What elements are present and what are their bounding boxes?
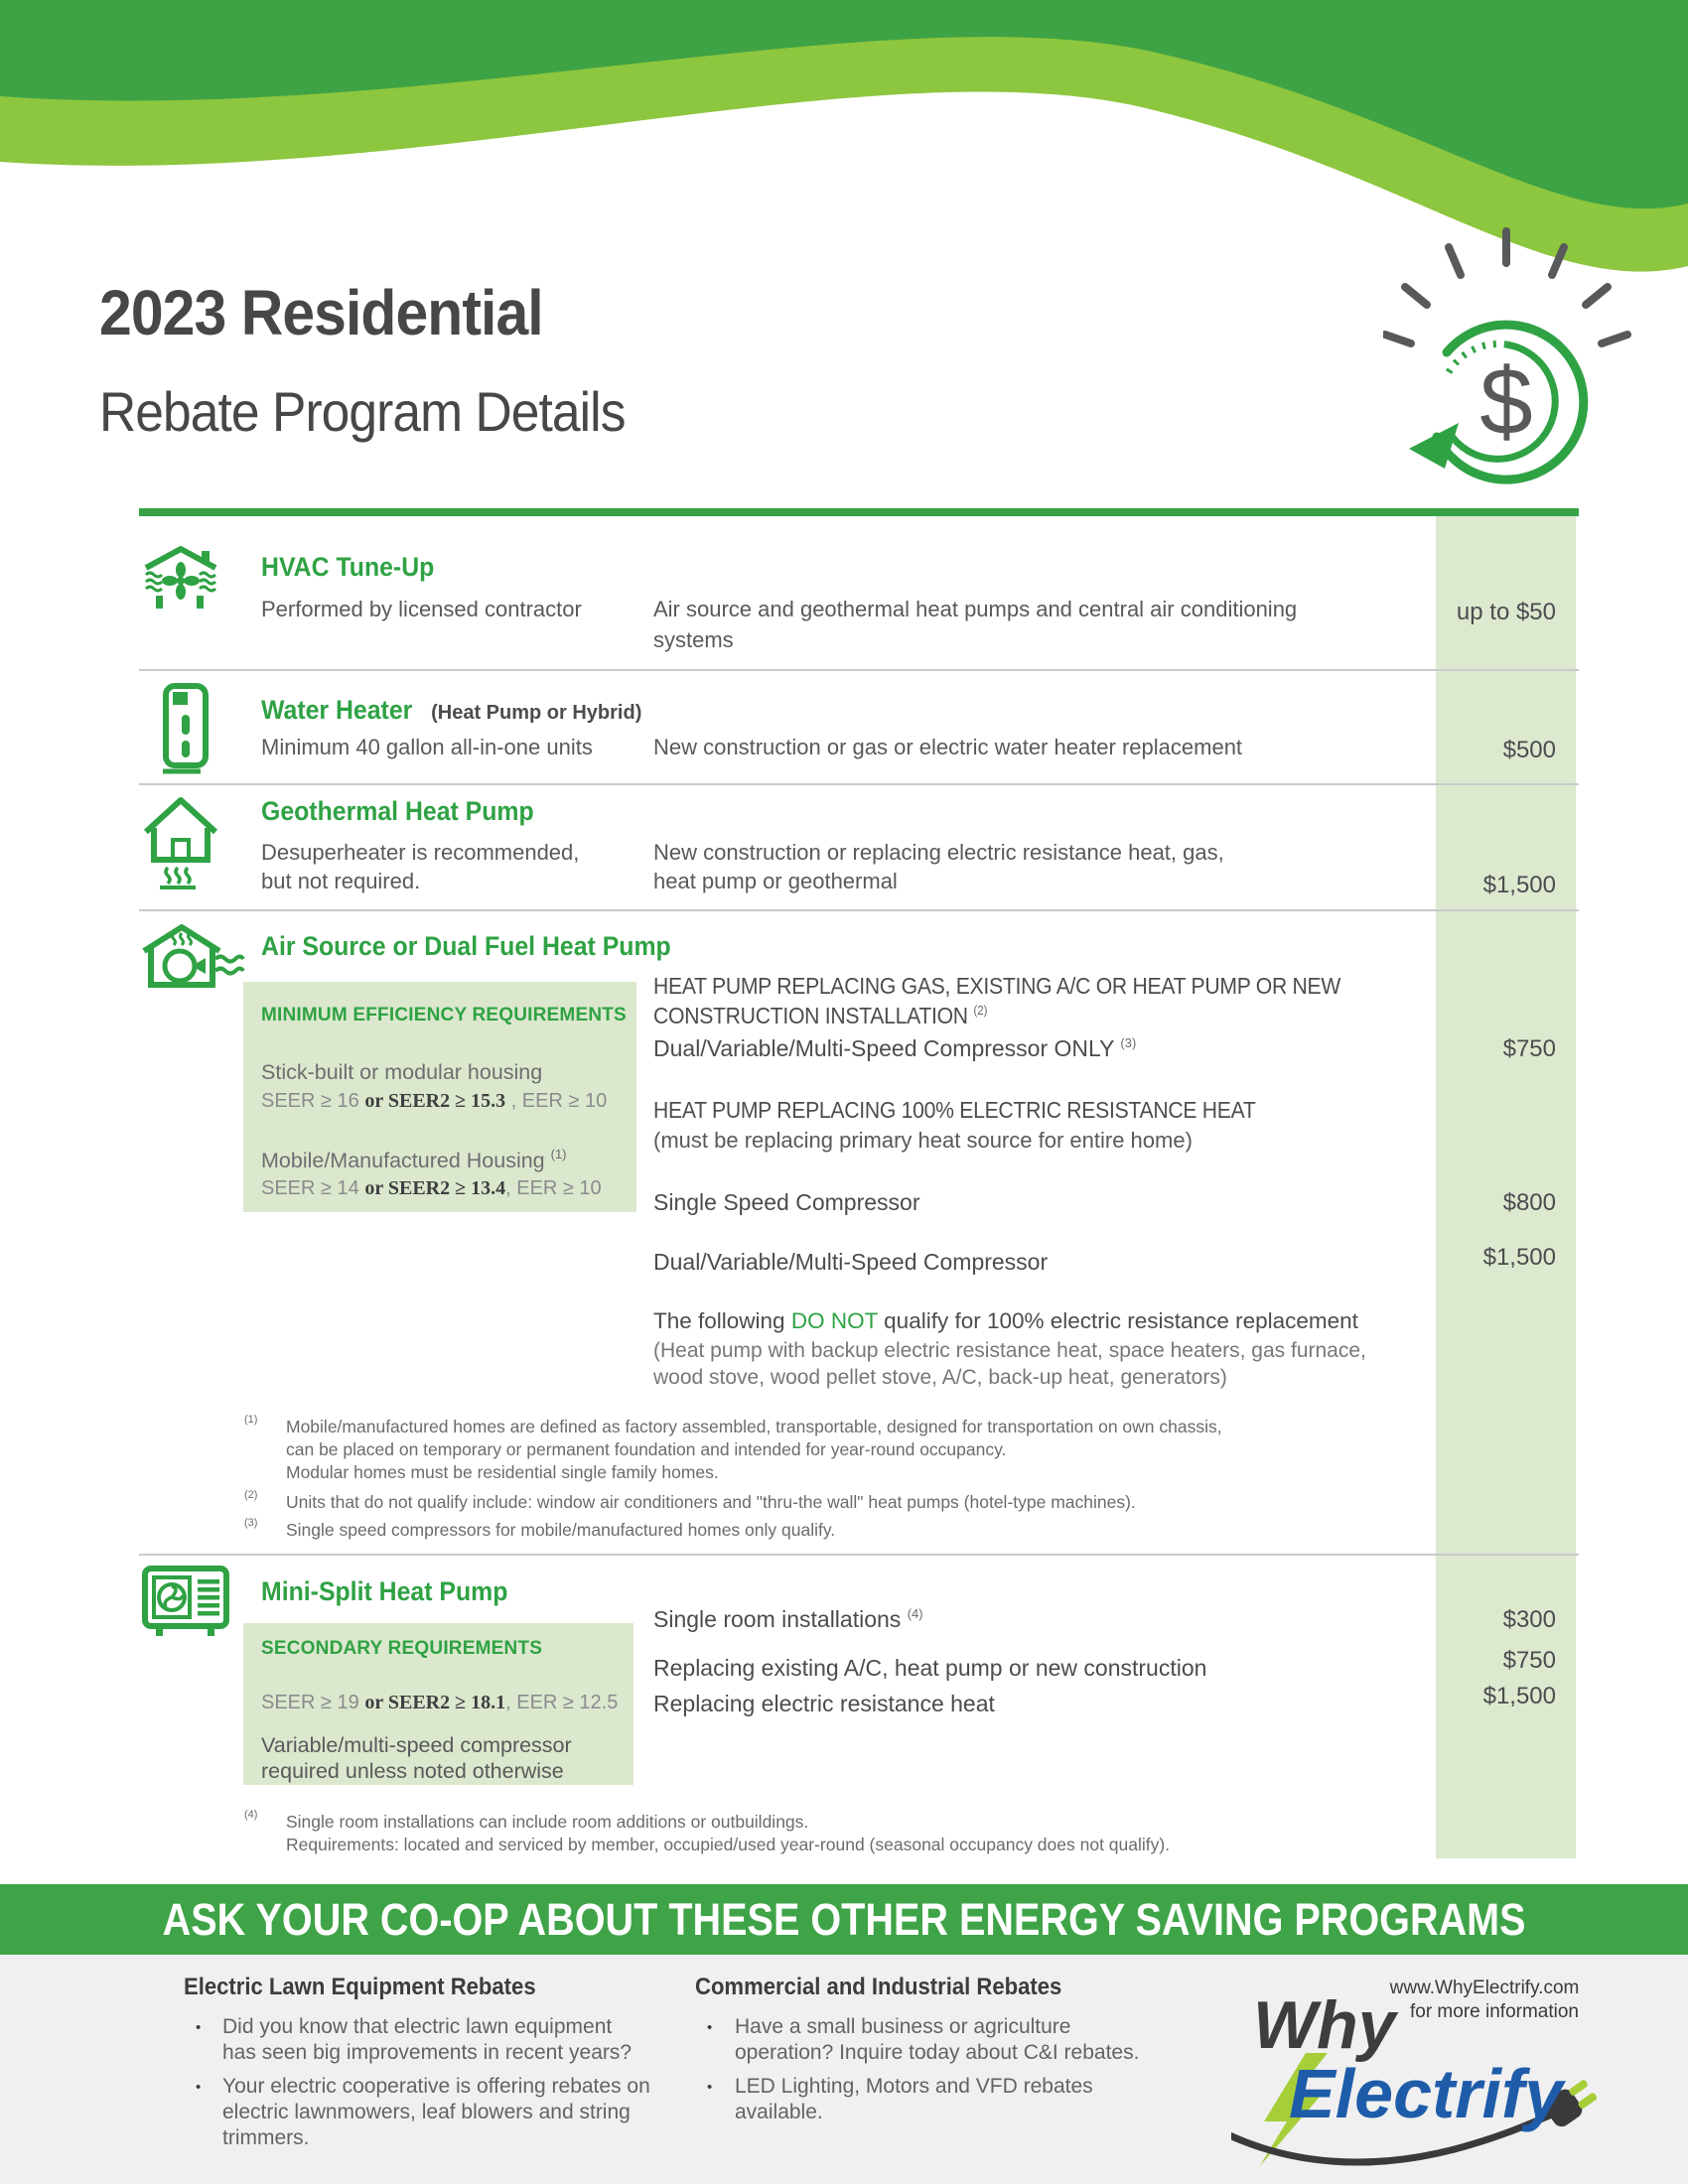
bullet-icon: •	[196, 2079, 202, 2096]
mini-split-title: Mini-Split Heat Pump	[261, 1576, 508, 1606]
row-divider	[139, 669, 1579, 671]
footnote2-marker: (2)	[244, 1489, 258, 1501]
stick-built-label: Stick-built or modular housing	[261, 1060, 543, 1084]
lawn-bullet2-line2: electric lawnmowers, leaf blowers and string	[222, 2101, 631, 2123]
header-rule	[139, 508, 1579, 516]
footnote4-marker: (4)	[244, 1809, 258, 1821]
hvac-note: Performed by licensed contractor	[261, 597, 582, 621]
do-not-qualify-list-line2: wood stove, wood pellet stove, A/C, back-up heat, generators)	[653, 1366, 1227, 1389]
svg-text:$: $	[1479, 348, 1533, 455]
dual-speed-only-item: Dual/Variable/Multi-Speed Compressor ONLY $^{(3)}$	[653, 1035, 1137, 1061]
lawn-bullet1-line2: has seen big improvements in recent years?	[222, 2041, 633, 2064]
hvac-desc-line2: systems	[653, 627, 734, 652]
dual-speed-only-price: $750	[1502, 1035, 1556, 1062]
mobile-housing-label: Mobile/Manufactured Housing $^{(1)}$	[261, 1147, 567, 1172]
footnote1-line2: can be placed on temporary or permanent foundation and intended for year-round occupancy.	[286, 1439, 1007, 1459]
air-source-title: Air Source or Dual Fuel Heat Pump	[261, 931, 671, 961]
mobile-housing-spec: SEER ≥ 14 or SEER2 ≥ 13.4, EER ≥ 10	[261, 1177, 602, 1199]
geothermal-note-line2: but not required.	[261, 869, 421, 893]
geothermal-note-line1: Desuperheater is recommended,	[261, 840, 580, 865]
do-not-qualify-list-line1: (Heat pump with backup electric resistance heat, space heaters, gas furnace,	[653, 1339, 1366, 1362]
dual-speed-item: Dual/Variable/Multi-Speed Compressor	[653, 1249, 1049, 1275]
lawn-bullet2-line3: trimmers.	[222, 2126, 310, 2149]
mini-split-box-note2: required unless noted otherwise	[261, 1759, 564, 1783]
row-divider	[139, 909, 1579, 911]
water-heater-title: Water Heater (Heat Pump or Hybrid)	[261, 695, 642, 725]
replacing-resistance-item: Replacing electric resistance heat	[653, 1691, 995, 1716]
footnote4-line2: Requirements: located and serviced by member, occupied/used year-round (seasonal occupancy does not qualify).	[286, 1835, 1171, 1854]
footnote3-marker: (3)	[244, 1517, 258, 1529]
water-heater-icon	[163, 683, 212, 776]
single-speed-item: Single Speed Compressor	[653, 1189, 920, 1215]
geothermal-desc-line2: heat pump or geothermal	[653, 869, 898, 893]
do-not-qualify-note: The following DO NOT qualify for 100% electric resistance replacement	[653, 1308, 1358, 1333]
energy-programs-banner	[0, 1884, 1688, 1955]
hvac-price: up to $50	[1456, 599, 1556, 625]
ci-bullet2-line2: available.	[735, 2101, 823, 2123]
footnote2-line1: Units that do not qualify include: window air conditioners and "thru-the wall" heat pumps (hotel-type machines).	[286, 1492, 1136, 1512]
geothermal-price: $1,500	[1482, 872, 1556, 898]
air-source-house-icon	[140, 921, 245, 989]
min-eff-req-title: MINIMUM EFFICIENCY REQUIREMENTS	[261, 1005, 627, 1025]
banner-text: ASK YOUR CO-OP ABOUT THESE OTHER ENERGY SAVING PROGRAMS	[162, 1893, 1526, 1945]
logo-word-electrify: Electrify	[1289, 2055, 1564, 2132]
hp-replacing-gas-line2: CONSTRUCTION INSTALLATION $^{(2)}$	[653, 1003, 988, 1028]
commercial-industrial-heading: Commercial and Industrial Rebates	[695, 1974, 1062, 2000]
single-speed-price: $800	[1502, 1189, 1556, 1216]
hp-replacing-gas-line1: HEAT PUMP REPLACING GAS, EXISTING A/C OR HEAT PUMP OR NEW	[653, 973, 1341, 999]
replacing-resistance-price: $1,500	[1482, 1683, 1556, 1709]
row-divider	[139, 1554, 1579, 1556]
hvac-desc-line1: Air source and geothermal heat pumps and central air conditioning	[653, 597, 1298, 621]
hvac-house-fan-icon	[142, 544, 219, 610]
dollar-refresh-icon	[1383, 213, 1631, 501]
row-divider	[139, 783, 1579, 785]
ci-bullet1-line1: Have a small business or agriculture	[735, 2015, 1071, 2038]
water-heater-price: $500	[1502, 737, 1556, 763]
replacing-ac-item: Replacing existing A/C, heat pump or new construction	[653, 1655, 1207, 1681]
hp-replacing-electric-line1: HEAT PUMP REPLACING 100% ELECTRIC RESISTANCE HEAT	[653, 1097, 1256, 1123]
lawn-equipment-heading: Electric Lawn Equipment Rebates	[184, 1974, 536, 2000]
footnote4-line1: Single room installations can include room additions or outbuildings.	[286, 1812, 809, 1832]
footnote1-line1: Mobile/manufactured homes are defined as factory assembled, transportable, designed for transportation on own chassis,	[286, 1417, 1222, 1436]
lawn-bullet1-line1: Did you know that electric lawn equipment	[222, 2015, 613, 2038]
hvac-title: HVAC Tune-Up	[261, 552, 435, 582]
do-not-highlight: DO NOT	[790, 1308, 878, 1333]
page-title-line1: 2023 Residential	[99, 277, 543, 348]
water-heater-subtitle: (Heat Pump or Hybrid)	[425, 702, 642, 724]
hp-replacing-electric-line2: (must be replacing primary heat source for entire home)	[653, 1128, 1193, 1153]
mini-split-spec: SEER ≥ 19 or SEER2 ≥ 18.1, EER ≥ 12.5	[261, 1692, 619, 1713]
ci-bullet2-line1: LED Lighting, Motors and VFD rebates	[735, 2075, 1093, 2098]
geothermal-desc-line1: New construction or replacing electric resistance heat, gas,	[653, 840, 1224, 865]
logo-url-subtext: for more information	[1409, 2001, 1580, 2022]
footnote1-line3: Modular homes must be residential single family homes.	[286, 1462, 719, 1482]
secondary-req-title: SECONDARY REQUIREMENTS	[261, 1638, 543, 1659]
dual-speed-price: $1,500	[1482, 1244, 1556, 1271]
logo-word-why: Why	[1253, 1987, 1396, 2063]
water-heater-note: Minimum 40 gallon all-in-one units	[261, 735, 593, 759]
mini-split-box-note1: Variable/multi-speed compressor	[261, 1733, 572, 1757]
replacing-ac-price: $750	[1502, 1647, 1556, 1674]
footnote1-marker: (1)	[244, 1414, 258, 1426]
stick-built-spec: SEER ≥ 16 or SEER2 ≥ 15.3 , EER ≥ 10	[261, 1090, 608, 1112]
footnote3-line1: Single speed compressors for mobile/manufactured homes only qualify.	[286, 1520, 836, 1540]
lawn-bullet2-line1: Your electric cooperative is offering rebates on	[222, 2075, 650, 2098]
single-room-price: $300	[1502, 1606, 1556, 1633]
water-heater-desc: New construction or gas or electric water heater replacement	[653, 735, 1243, 759]
geothermal-title: Geothermal Heat Pump	[261, 796, 534, 826]
bullet-icon: •	[707, 2019, 713, 2036]
bullet-icon: •	[707, 2079, 713, 2096]
mini-split-heat-pump-icon	[142, 1565, 229, 1638]
ci-bullet1-line2: operation? Inquire today about C&I rebates.	[735, 2041, 1140, 2064]
logo-url-text: www.WhyElectrify.com	[1389, 1978, 1580, 1998]
single-room-item: Single room installations $^{(4)}$	[653, 1606, 923, 1632]
why-electrify-logo	[1231, 1971, 1658, 2184]
geothermal-house-icon	[142, 792, 219, 891]
page-title-line2: Rebate Program Details	[99, 380, 626, 443]
bullet-icon: •	[196, 2019, 202, 2036]
